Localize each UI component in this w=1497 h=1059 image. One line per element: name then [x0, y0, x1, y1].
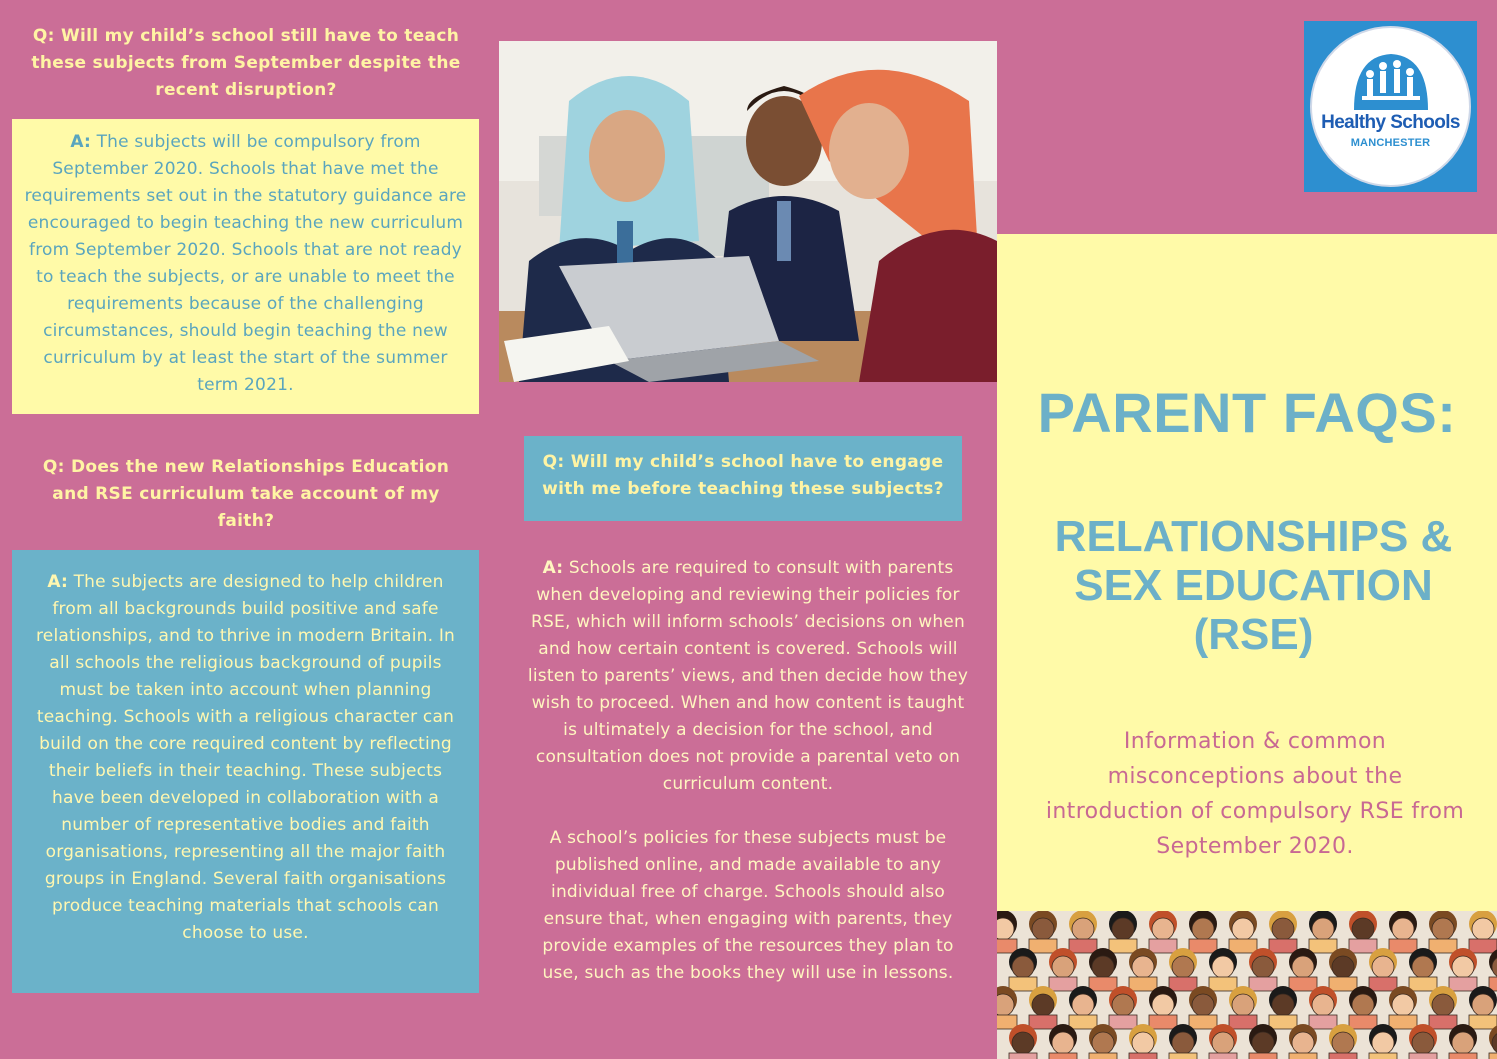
cover-tagline: Information & common misconceptions about the introduction of compulsory RSE from September 2020.: [1045, 729, 1465, 859]
child-figure: [1189, 986, 1217, 1029]
child-figure: [1169, 948, 1197, 991]
child-figure: [1389, 986, 1417, 1029]
child-figure: [1209, 948, 1237, 991]
child-figure: [1049, 1024, 1077, 1059]
child-figure: [1149, 911, 1177, 953]
crowd-pattern: [997, 911, 1497, 1059]
child-figure: [1409, 1024, 1437, 1059]
faq2-answer-prefix: A:: [47, 572, 68, 592]
child-figure: [1049, 948, 1077, 991]
child-figure: [997, 986, 1017, 1029]
child-figure: [1389, 911, 1417, 953]
subtitle-line2: SEX EDUCATION: [1074, 561, 1433, 610]
child-figure: [1469, 986, 1497, 1029]
child-figure: [1149, 986, 1177, 1029]
child-figure: [1089, 1024, 1117, 1059]
logo-subtitle: MANCHESTER: [1350, 137, 1431, 149]
child-figure: [997, 911, 1017, 953]
faq1-question: Q: Will my child’s school still have to teach these subjects from September despite the recent disruption?: [31, 26, 461, 100]
child-figure: [1109, 986, 1137, 1029]
child-figure: [1269, 911, 1297, 953]
faq2-question: Q: Does the new Relationships Education and RSE curriculum take account of my faith?: [42, 457, 450, 531]
child-figure: [1009, 1024, 1037, 1059]
child-figure: [1289, 948, 1317, 991]
faq1-answer-prefix: A:: [70, 132, 91, 152]
child-figure: [1409, 948, 1437, 991]
faq2-answer-text: The subjects are designed to help children from all backgrounds build positive and safe relationships, and to thrive in modern Britain. In all schools the religious background of pupils must be taken into account when planning teaching. Schools with a religious character can build on the core required content by reflecting their beliefs in their teaching. These subjects have been developed in collaboration with a number of representative bodies and faith organisations, representing all the major faith groups in England. Several faith organisations produce teaching materials that schools can choose to use.: [35, 572, 456, 943]
faq3-question-box: [524, 436, 962, 521]
faq1-answer-text: The subjects will be compulsory from September 2020. Schools that have met the requirements set out in the statutory guidance are encouraged to begin teaching the new curriculum from September 2020. Schools that are not ready to teach the subjects, or are unable to meet the requirements because of the challenging circumstances, should begin teaching the new curriculum by at least the start of the summer term 2021.: [24, 132, 467, 395]
page-title: PARENT FAQS:: [1037, 381, 1457, 444]
child-figure: [1129, 948, 1157, 991]
students-laptop-photo: [499, 41, 997, 382]
child-figure: [1369, 1024, 1397, 1059]
child-figure: [1069, 986, 1097, 1029]
faq1-answer-box: [12, 119, 479, 414]
child-figure: [1269, 986, 1297, 1029]
subtitle-line1: RELATIONSHIPS &: [1054, 512, 1453, 561]
child-figure: [1229, 911, 1257, 953]
child-figure: [1329, 1024, 1357, 1059]
child-figure: [1289, 1024, 1317, 1059]
child-figure: [1129, 1024, 1157, 1059]
child-figure: [1109, 911, 1137, 953]
faq3-answer-para2: A school’s policies for these subjects must be published online, and made available to any individual free of charge. Schools should also ensure that, when engaging with parents, they provide examples of the resources they plan to use, such as the books they will use in lessons.: [542, 828, 954, 983]
child-figure: [1349, 986, 1377, 1029]
faq2-answer-box: [12, 550, 479, 993]
child-figure: [1209, 1024, 1237, 1059]
child-figure: [1489, 948, 1497, 991]
students-laptop-illustration: [499, 41, 997, 382]
page-subtitle: [1010, 512, 1497, 659]
child-figure: [1009, 948, 1037, 991]
logo-title: Healthy Schools: [1321, 112, 1460, 133]
child-figure: [1069, 911, 1097, 953]
child-figure: [1429, 986, 1457, 1029]
faq3-question: Q: Will my child’s school have to engage with me before teaching these subjects?: [542, 452, 944, 499]
child-figure: [1169, 1024, 1197, 1059]
child-figure: [1369, 948, 1397, 991]
faq3-answer-prefix: A:: [542, 558, 564, 578]
faq3-answer-text1: Schools are required to consult with parents when developing and reviewing their policies for RSE, which will inform schools’ decisions on when and how certain content is covered. Schools will listen to parents’ views, and then decide how they wish to proceed. When and how content is taught is ultimately a decision for the school, and consultation does not provide a parental veto on curriculum content.: [527, 558, 969, 794]
child-figure: [1029, 911, 1057, 953]
children-silhouette-icon: [1350, 46, 1432, 110]
child-figure: [1249, 948, 1277, 991]
faq3-answer-para1: [522, 555, 974, 798]
child-figure: [1349, 911, 1377, 953]
child-figure: [1189, 911, 1217, 953]
child-figure: [1029, 986, 1057, 1029]
child-figure: [1449, 948, 1477, 991]
child-figure: [1309, 911, 1337, 953]
faq3-answer: [522, 555, 974, 1014]
child-figure: [1469, 911, 1497, 953]
child-figure: [1089, 948, 1117, 991]
subtitle-line3: (RSE): [1193, 610, 1314, 659]
child-figure: [1449, 1024, 1477, 1059]
children-reading-illustration: [997, 911, 1497, 1059]
child-figure: [1329, 948, 1357, 991]
child-figure: [1249, 1024, 1277, 1059]
child-figure: [1429, 911, 1457, 953]
child-figure: [1229, 986, 1257, 1029]
child-figure: [1309, 986, 1337, 1029]
